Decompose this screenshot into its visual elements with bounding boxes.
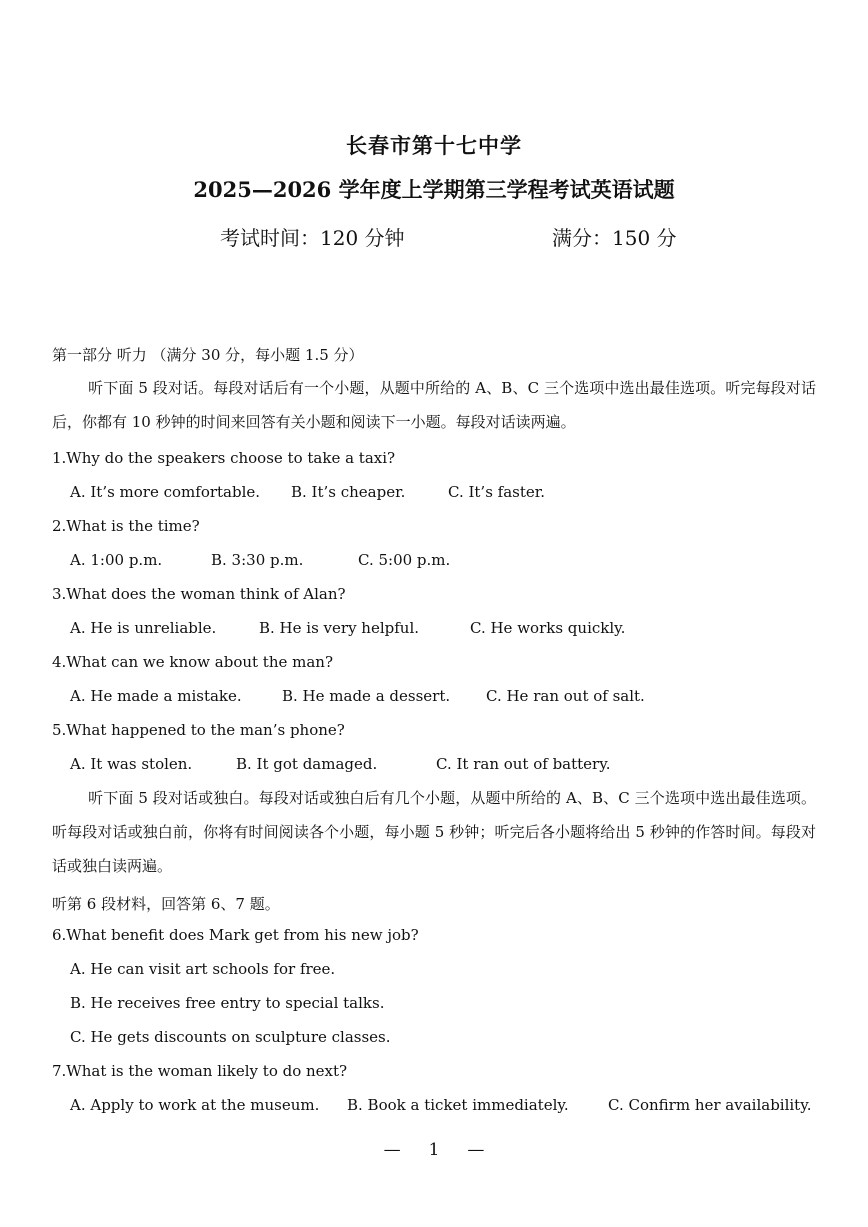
question-2-stem: 2.What is the time?	[52, 517, 200, 535]
footer-dash-left: —	[383, 1140, 401, 1160]
question-2-option-c[interactable]: C. 5:00 p.m.	[358, 551, 451, 569]
full-score: 满分：150 分	[552, 226, 677, 250]
exam-title: 2025—2026 学年度上学期第三学程考试英语试题	[193, 177, 675, 202]
instructions-a: 听下面 5 段对话。每段对话后有一个小题，从题中所给的 A、B、C 三个选项中选出最佳选项。听完每段对话后，你都有 10 秒钟的时间来回答有关小题和阅读下一小题。每段对话读两遍。	[52, 379, 816, 431]
part1-heading: 第一部分 听力 （满分 30 分，每小题 1.5 分）	[52, 346, 364, 364]
question-7-option-c[interactable]: C. Confirm her availability.	[608, 1096, 812, 1114]
question-4-option-b[interactable]: B. He made a dessert.	[282, 687, 451, 705]
question-4-option-c[interactable]: C. He ran out of salt.	[486, 687, 645, 705]
page-number: 1	[428, 1140, 440, 1160]
question-7-stem: 7.What is the woman likely to do next?	[52, 1062, 348, 1080]
question-5-option-a[interactable]: A. It was stolen.	[70, 755, 193, 773]
question-7-option-b[interactable]: B. Book a ticket immediately.	[347, 1096, 569, 1114]
question-6-stem: 6.What benefit does Mark get from his new job?	[52, 926, 419, 944]
question-1-option-b[interactable]: B. It’s cheaper.	[291, 483, 406, 501]
question-4-stem: 4.What can we know about the man?	[52, 653, 334, 671]
question-4-option-a[interactable]: A. He made a mistake.	[70, 687, 242, 705]
question-5-option-c[interactable]: C. It ran out of battery.	[436, 755, 611, 773]
school-name: 长春市第十七中学	[346, 133, 522, 158]
question-1-option-a[interactable]: A. It’s more comfortable.	[70, 483, 261, 501]
footer-dash-right: —	[467, 1140, 485, 1160]
question-3-option-b[interactable]: B. He is very helpful.	[259, 619, 420, 637]
question-1-option-c[interactable]: C. It’s faster.	[448, 483, 546, 501]
question-7-option-a[interactable]: A. Apply to work at the museum.	[70, 1096, 320, 1114]
question-3-stem: 3.What does the woman think of Alan?	[52, 585, 346, 603]
question-2-option-a[interactable]: A. 1:00 p.m.	[70, 551, 163, 569]
question-1-stem: 1.Why do the speakers choose to take a taxi?	[52, 449, 396, 467]
question-6-option-b[interactable]: B. He receives free entry to special talks.	[70, 994, 385, 1012]
question-6-option-c[interactable]: C. He gets discounts on sculpture classes.	[70, 1028, 391, 1046]
instructions-b: 听下面 5 段对话或独白。每段对话或独白后有几个小题，从题中所给的 A、B、C 三个选项中选出最佳选项。听每段对话或独白前，你将有时间阅读各个小题，每小题 5 秒钟；听完后各小题将给出 5 秒钟的作答时间。每段对话或独白读两遍。	[52, 789, 816, 875]
section-6-intro: 听第 6 段材料，回答第 6、7 题。	[52, 895, 280, 913]
question-3-option-a[interactable]: A. He is unreliable.	[70, 619, 217, 637]
question-2-option-b[interactable]: B. 3:30 p.m.	[211, 551, 304, 569]
page-footer	[0, 1140, 868, 1160]
question-5-stem: 5.What happened to the man’s phone?	[52, 721, 345, 739]
exam-time: 考试时间：120 分钟	[220, 226, 405, 250]
question-6-option-a[interactable]: A. He can visit art schools for free.	[70, 960, 336, 978]
question-5-option-b[interactable]: B. It got damaged.	[236, 755, 378, 773]
question-3-option-c[interactable]: C. He works quickly.	[470, 619, 626, 637]
